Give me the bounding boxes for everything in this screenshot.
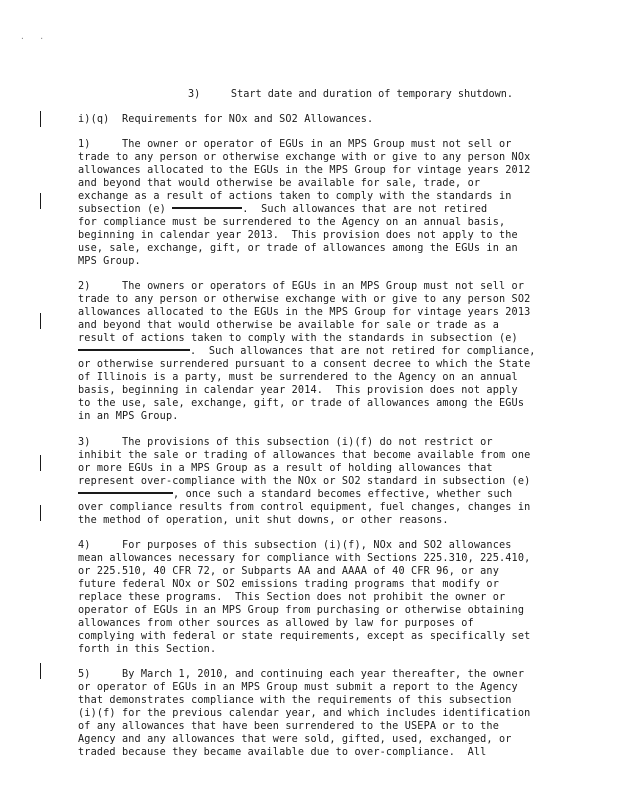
paragraph-1-line: exchange as a result of actions taken to comply with the standards in <box>78 191 512 202</box>
paragraph-4-line: forth in this Section. <box>78 644 217 655</box>
paragraph-3-line: over compliance results from control equipment, fuel changes, changes in <box>78 502 531 513</box>
paragraph-4-line: replace these programs. This Section does not prohibit the owner or <box>78 592 506 603</box>
paragraph-5-line: (i)(f) for the previous calendar year, and which includes identification <box>78 708 531 719</box>
revision-bar <box>40 111 41 127</box>
paragraph-4-line: operator of EGUs in an MPS Group from purchasing or otherwise obtaining <box>78 605 525 616</box>
paragraph-2-line-tail: . Such allowances that are not retired for compliance, <box>190 346 536 357</box>
paragraph-4-line: or 225.510, 40 CFR 72, or Subparts AA and AAAA of 40 CFR 96, or any <box>78 566 499 577</box>
paragraph-4-line: allowances from other sources as allowed by law for purposes of <box>78 618 474 629</box>
paragraph-5-line: of any allowances that have been surrendered to the USEPA or to the <box>78 721 499 732</box>
paragraph-1-line: trade to any person or otherwise exchange with or give to any person NOx <box>78 152 531 163</box>
paragraph-1-line: allowances allocated to the EGUs in the MPS Group for vintage years 2012 <box>78 165 531 176</box>
paragraph-4-line: 4) For purposes of this subsection (i)(f), NOx and SO2 allowances <box>78 540 512 551</box>
paragraph-2-line: or otherwise surrendered pursuant to a consent decree to which the State <box>78 359 531 370</box>
revision-bar <box>40 193 41 209</box>
paragraph-2-line: 2) The owners or operators of EGUs in an MPS Group must not sell or <box>78 281 525 292</box>
paragraph-3-line: represent over-compliance with the NOx or SO2 standard in subsection (e) <box>78 476 531 487</box>
paragraph-2-line: result of actions taken to comply with the standards in subsection (e) <box>78 333 518 344</box>
paragraph-5-line: traded because they became available due to over-compliance. All <box>78 747 487 758</box>
revision-bar <box>40 663 41 679</box>
revision-bar <box>40 505 41 521</box>
paragraph-5-line: Agency and any allowances that were sold, gifted, used, exchanged, or <box>78 734 512 745</box>
strikethrough-mark <box>78 349 190 351</box>
paragraph-2-line: in an MPS Group. <box>78 411 179 422</box>
paragraph-1-line: beginning in calendar year 2013. This provision does not apply to the <box>78 230 518 241</box>
paragraph-1-line: for compliance must be surrendered to the Agency on an annual basis, <box>78 217 506 228</box>
paragraph-3-line-tail: , once such a standard becomes effective, whether such <box>173 489 513 500</box>
paragraph-3-line <box>78 488 512 501</box>
revision-bar <box>40 313 41 329</box>
paragraph-5-line: 5) By March 1, 2010, and continuing each year thereafter, the owner <box>78 669 525 680</box>
scan-specks: . . <box>20 32 45 41</box>
paragraph-3-line: or more EGUs in a MPS Group as a result of holding allowances that <box>78 463 493 474</box>
paragraph-2-line: of Illinois is a party, must be surrendered to the Agency on an annual <box>78 372 518 383</box>
paragraph-1-line-text: subsection (e) <box>78 204 166 215</box>
paragraph-4-line: future federal NOx or SO2 emissions trading programs that modify or <box>78 579 499 590</box>
strikethrough-mark <box>78 492 173 494</box>
paragraph-4-line: mean allowances necessary for compliance with Sections 225.310, 225.410, <box>78 553 531 564</box>
paragraph-1-line: use, sale, exchange, gift, or trade of allowances among the EGUs in an <box>78 243 518 254</box>
revision-bar <box>40 455 41 471</box>
paragraph-2-line: trade to any person or otherwise exchange with or give to any person SO2 <box>78 294 531 305</box>
item-heading: 3) Start date and duration of temporary shutdown. <box>188 89 514 100</box>
strikethrough-mark <box>172 207 242 209</box>
paragraph-1-line: 1) The owner or operator of EGUs in an MPS Group must not sell or <box>78 139 512 150</box>
paragraph-5-line: that demonstrates compliance with the requirements of this subsection <box>78 695 512 706</box>
paragraph-1-line <box>78 203 487 216</box>
paragraph-1-line: MPS Group. <box>78 256 141 267</box>
paragraph-5-line: or operator of EGUs in an MPS Group must submit a report to the Agency <box>78 682 518 693</box>
paragraph-2-line: allowances allocated to the EGUs in the MPS Group for vintage years 2013 <box>78 307 531 318</box>
section-title: i)(q) Requirements for NOx and SO2 Allowances. <box>78 114 374 125</box>
paragraph-1-line-tail: . Such allowances that are not retired <box>242 204 488 215</box>
paragraph-3-line: inhibit the sale or trading of allowances that become available from one <box>78 450 531 461</box>
paragraph-2-line: and beyond that would otherwise be available for sale or trade as a <box>78 320 499 331</box>
paragraph-2-line: to the use, sale, exchange, gift, or trade of allowances among the EGUs <box>78 398 525 409</box>
paragraph-2-line <box>78 345 536 358</box>
paragraph-3-line: 3) The provisions of this subsection (i)(f) do not restrict or <box>78 437 493 448</box>
paragraph-4-line: complying with federal or state requirements, except as specifically set <box>78 631 531 642</box>
paragraph-2-line: basis, beginning in calendar year 2014. This provision does not apply <box>78 385 518 396</box>
paragraph-3-line: the method of operation, unit shut downs, or other reasons. <box>78 515 449 526</box>
paragraph-1-line: and beyond that would otherwise be available for sale, trade, or <box>78 178 481 189</box>
